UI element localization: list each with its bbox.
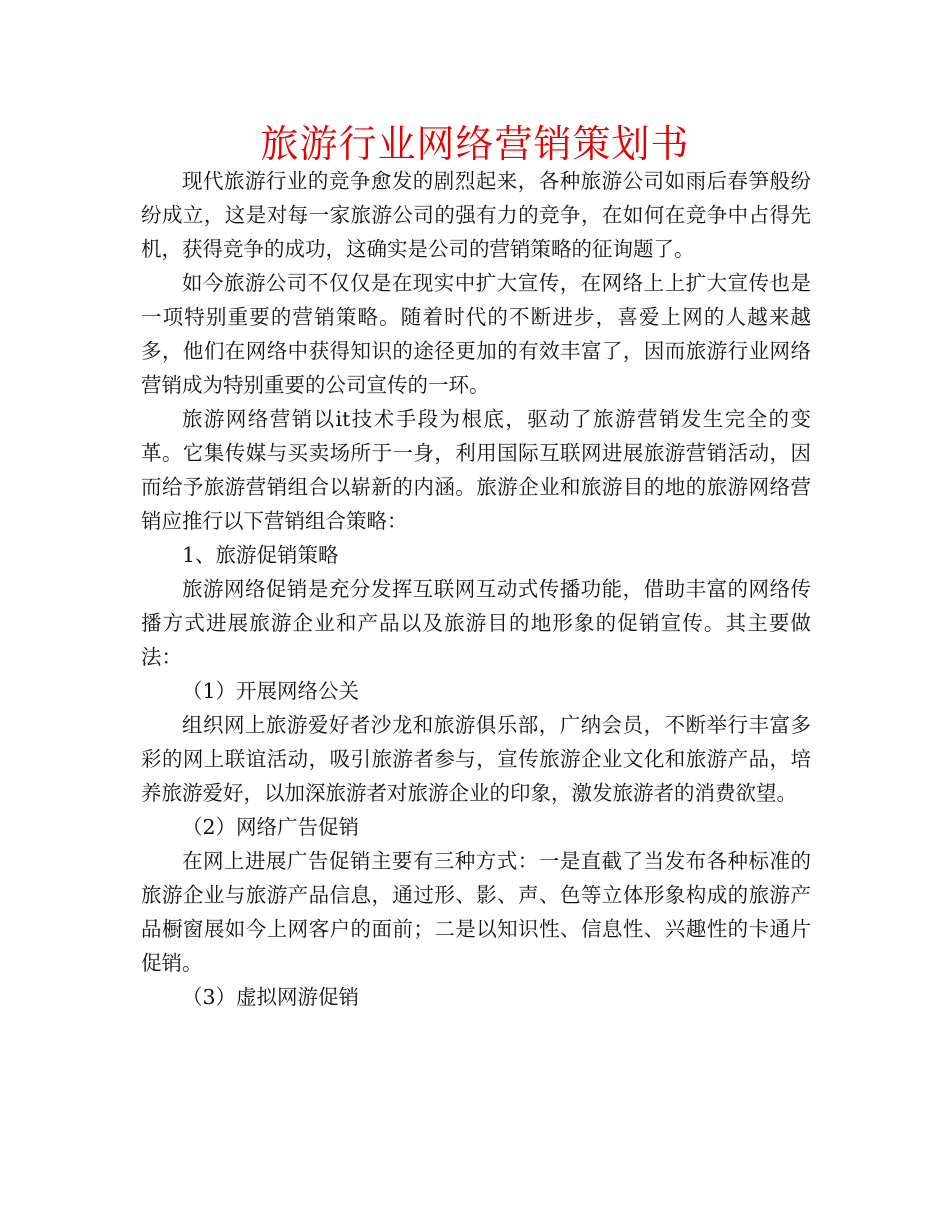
section-heading-promotion-strategy: 1、旅游促销策略: [182, 543, 339, 567]
paragraph-network-pr: 组织网上旅游爱好者沙龙和旅游俱乐部，广纳会员，不断举行丰富多彩的网上联谊活动，吸引旅游者参与，宣传旅游企业文化和旅游产品，培养旅游爱好，以加深旅游者对旅游企业的印象，激发旅游者的消费欲望。: [141, 713, 811, 805]
document-body: [141, 164, 811, 1014]
paragraph-promotion-description: 旅游网络促销是充分发挥互联网互动式传播功能，借助丰富的网络传播方式进展旅游企业和产品以及旅游目的地形象的促销宣传。其主要做法：: [141, 577, 811, 669]
subheading-virtual-tour: （3）虚拟网游促销: [182, 985, 360, 1009]
subheading-ad-promotion: （2）网络广告促销: [182, 815, 360, 839]
paragraph-network-marketing: 旅游网络营销以it技术手段为根底，驱动了旅游营销发生完全的变革。它集传媒与买卖场所于一身，利用国际互联网进展旅游营销活动，因而给予旅游营销组合以崭新的内涵。旅游企业和旅游目的地的旅游网络营销应推行以下营销组合策略：: [141, 407, 811, 533]
paragraph-intro: 现代旅游行业的竞争愈发的剧烈起来，各种旅游公司如雨后春笋般纷纷成立，这是对每一家旅游公司的强有力的竞争，在如何在竞争中占得先机，获得竞争的成功，这确实是公司的营销策略的征询题了。: [141, 169, 811, 261]
paragraph-ad-promotion: 在网上进展广告促销主要有三种方式：一是直截了当发布各种标准的旅游企业与旅游产品信息，通过形、影、声、色等立体形象构成的旅游产品橱窗展如今上网客户的面前；二是以知识性、信息性、兴趣性的卡通片促销。: [141, 849, 811, 975]
document-title: 旅游行业网络营销策划书: [260, 122, 690, 166]
subheading-network-pr: （1）开展网络公关: [182, 679, 360, 703]
paragraph-online-promotion: 如今旅游公司不仅仅是在现实中扩大宣传，在网络上上扩大宣传也是一项特别重要的营销策略。随着时代的不断进步，喜爱上网的人越来越多，他们在网络中获得知识的途径更加的有效丰富了，因而旅游行业网络营销成为特别重要的公司宣传的一环。: [141, 271, 811, 397]
